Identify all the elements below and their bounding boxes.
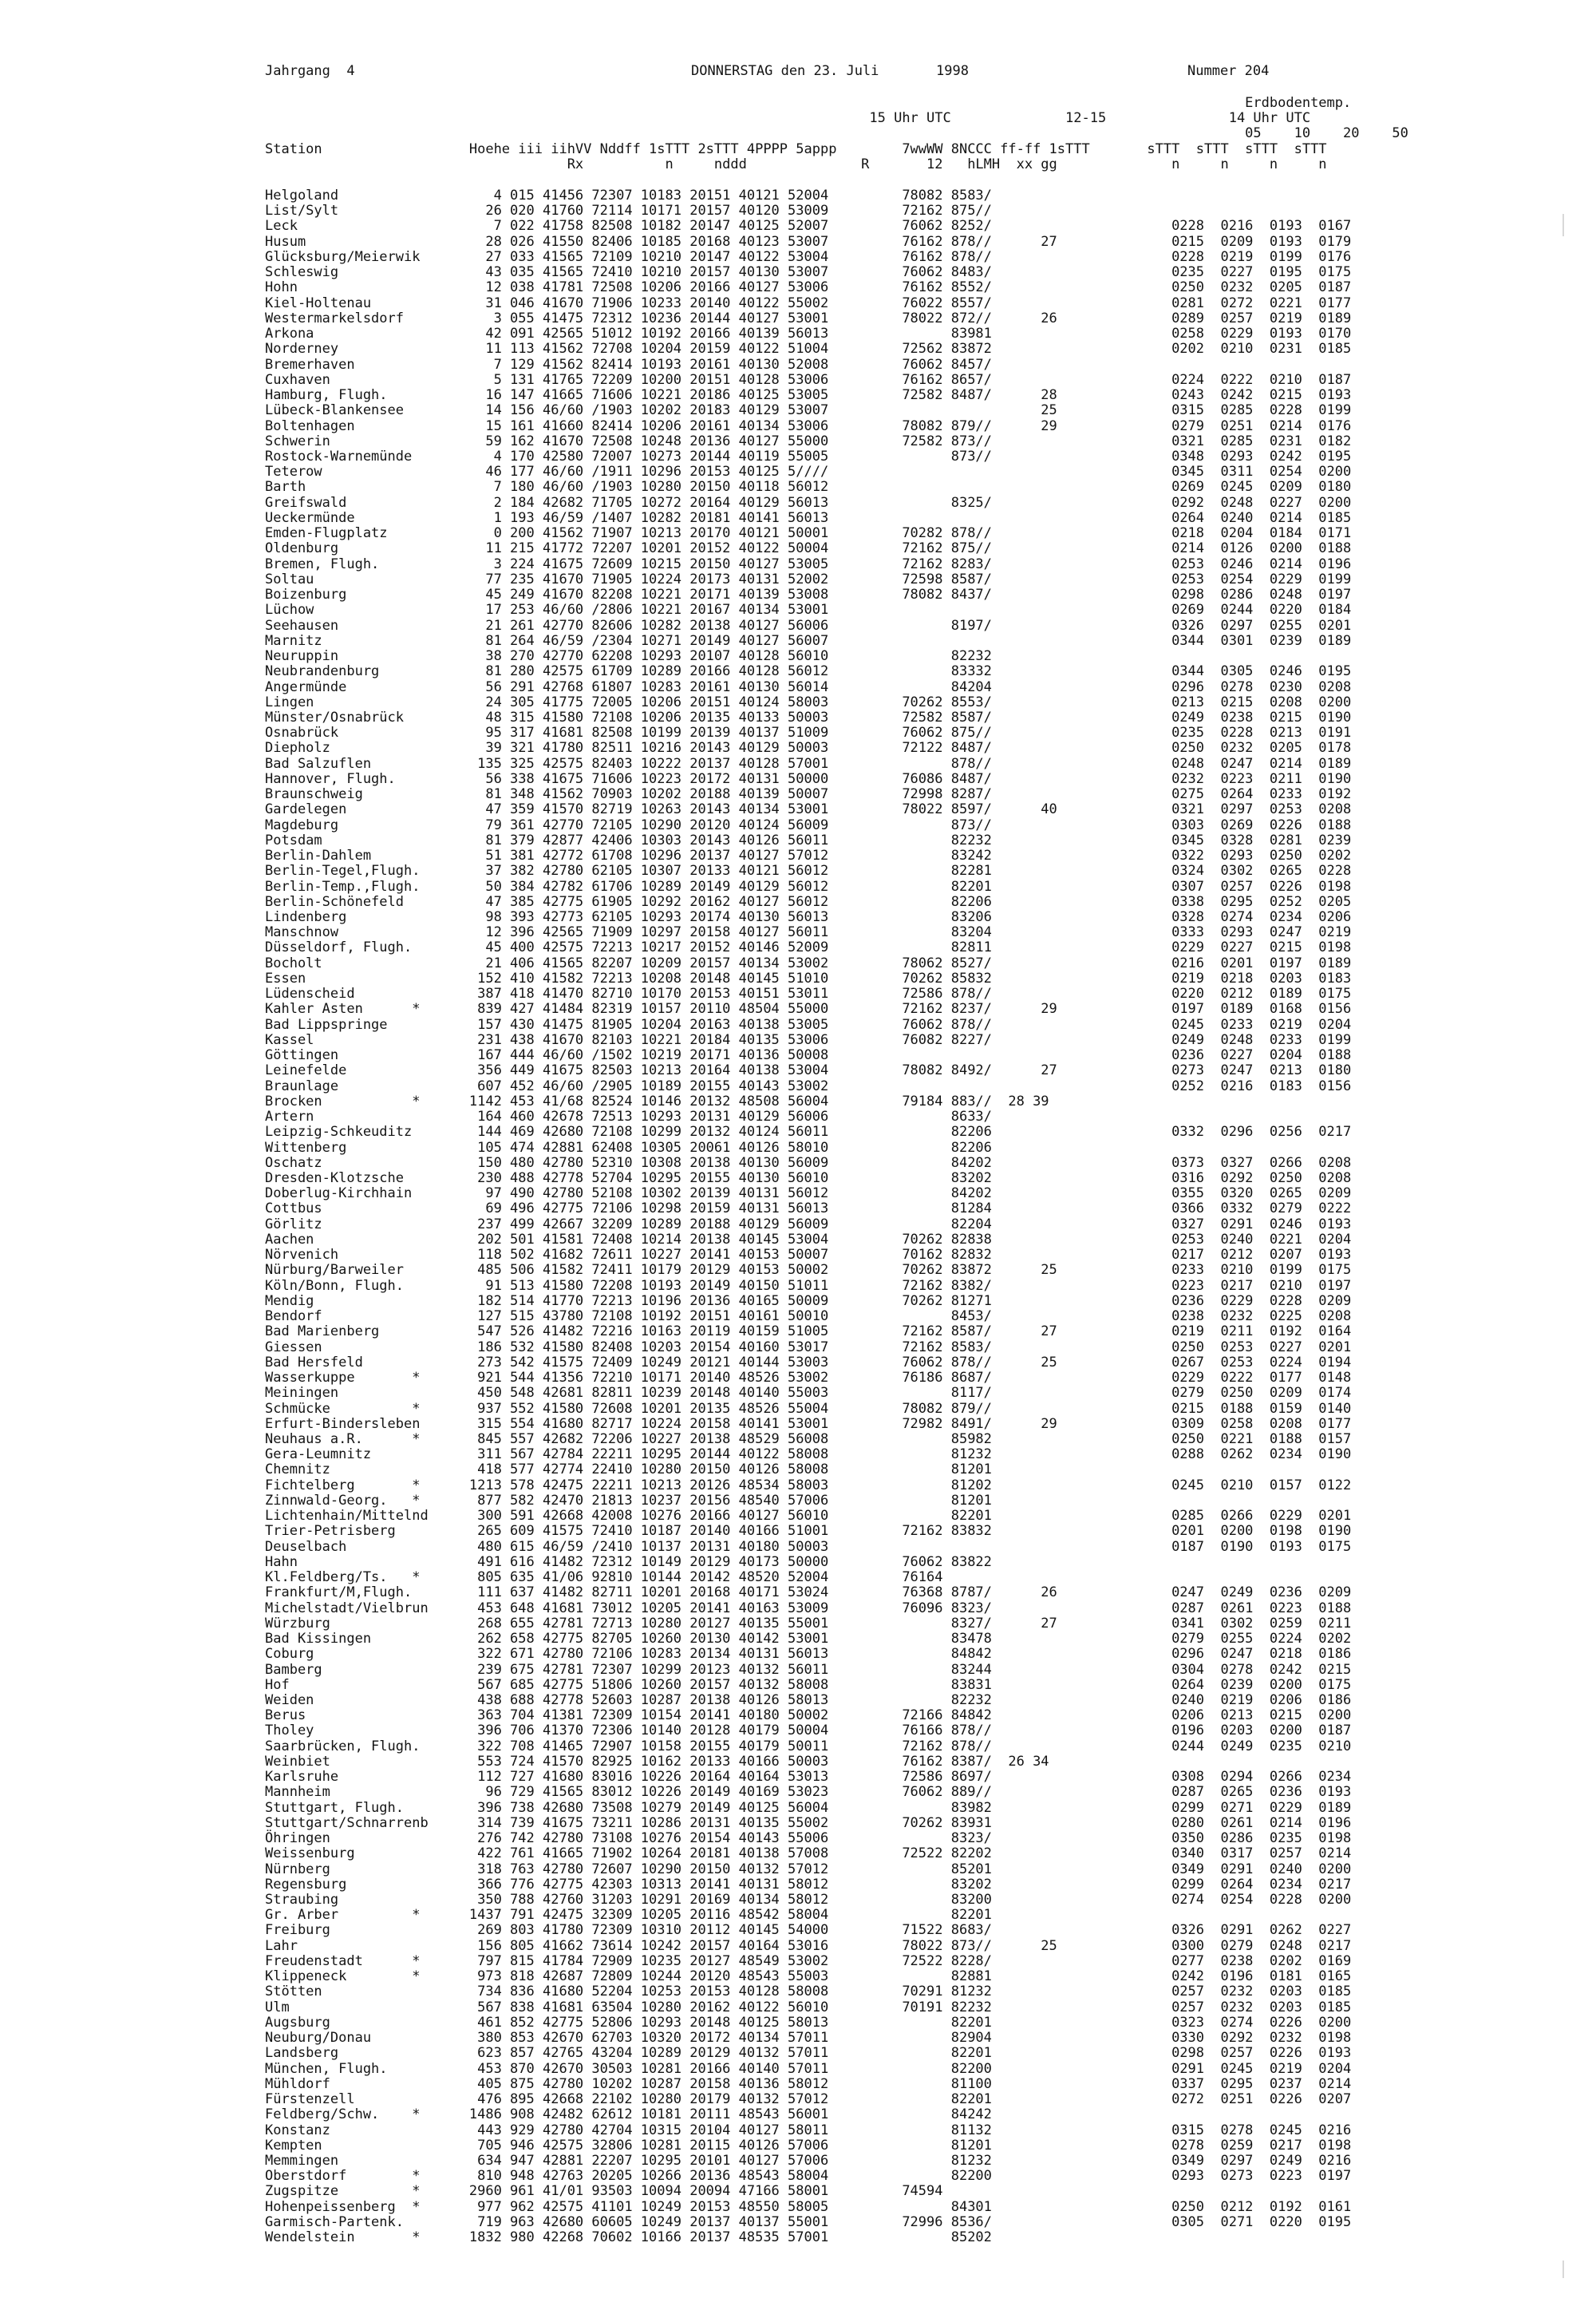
station-row: Cottbus 69 496 42775 72106 10298 20159 40131 56013 81284 0366 0332 0279 0222 [265,1200,1352,1217]
station-row: Schmücke * 937 552 41580 72608 10201 20135 48526 55004 78082 879// 0215 0188 0159 0140 [265,1400,1352,1417]
station-row: Diepholz 39 321 41780 82511 10216 20143 40129 50003 72122 8487/ 0250 0232 0205 0178 [265,740,1352,757]
column-header-line: 15 Uhr UTC 12-15 14 Uhr UTC [265,110,1311,127]
station-row: Seehausen 21 261 42770 82606 10282 20138 40127 56006 8197/ 0326 0297 0255 0201 [265,617,1352,634]
station-row: Lahr 156 805 41662 73614 10242 20157 40164 53016 78022 873// 25 0300 0279 0248 0217 [265,1937,1352,1954]
station-row: Mendig 182 514 41770 72213 10196 20136 40165 50009 70262 81271 0236 0229 0228 0209 [265,1292,1352,1309]
station-row: Bendorf 127 515 43780 72108 10192 20151 40161 50010 8453/ 0238 0232 0225 0208 [265,1308,1352,1325]
station-row: Neubrandenburg 81 280 42575 61709 10289 20166 40128 56012 83332 0344 0305 0246 0195 [265,663,1352,680]
station-row: Kempten 705 946 42575 32806 10281 20115 40126 57006 81201 0278 0259 0217 0198 [265,2137,1352,2154]
scan-edge-mark [1562,214,1564,236]
station-row: Rostock-Warnemünde 4 170 42580 72007 10273 20144 40119 55005 873// 0348 0293 0242 0195 [265,448,1352,465]
station-row: Weinbiet 553 724 41570 82925 10162 20133 40166 50003 76162 8387/ 26 34 [265,1753,1049,1770]
issue-number: Nummer 204 [1187,63,1270,79]
station-row: Coburg 322 671 42780 72106 10283 20134 40131 56013 84842 0296 0247 0218 0186 [265,1646,1352,1663]
station-row: Kahler Asten * 839 427 41484 82319 10157 20110 48504 55000 72162 8237/ 29 0197 0189 0168 0156 [265,1001,1352,1018]
station-row: Braunschweig 81 348 41562 70903 10202 20188 40139 50007 72998 8287/ 0275 0264 0233 0192 [265,786,1352,803]
station-row: Gardelegen 47 359 41570 82719 10263 20143 40134 53001 78022 8597/ 40 0321 0297 0253 0208 [265,801,1352,818]
station-row: Kl.Feldberg/Ts. * 805 635 41/06 92810 10144 20142 48520 52004 76164 [265,1569,943,1586]
station-row: Meiningen 450 548 42681 82811 10239 20148 40140 55003 8117/ 0279 0250 0209 0174 [265,1385,1352,1402]
station-row: Schwerin 59 162 41670 72508 10248 20136 40127 55000 72582 873// 0321 0285 0231 0182 [265,433,1352,449]
station-row: Cuxhaven 5 131 41765 72209 10200 20151 40128 53006 76162 8657/ 0224 0222 0210 0187 [265,371,1352,388]
station-row: Soltau 77 235 41670 71905 10224 20173 40131 52002 72598 8587/ 0253 0254 0229 0199 [265,571,1352,587]
station-row: Fichtelberg * 1213 578 42475 22211 10213 20126 48534 58003 81202 0245 0210 0157 0122 [265,1477,1352,1493]
station-row: Karlsruhe 112 727 41680 83016 10226 20164 40164 53013 72586 8697/ 0308 0294 0266 0234 [265,1769,1352,1786]
station-row: Hannover, Flugh. 56 338 41675 71606 10223 20172 40131 50000 76086 8487/ 0232 0223 0211 0190 [265,770,1352,787]
station-row: Stötten 734 836 41680 52204 10253 20153 40128 58008 70291 81232 0257 0232 0203 0185 [265,1984,1352,2000]
station-row: Ueckermünde 1 193 46/59 /1407 10282 20181 40141 56013 0264 0240 0214 0185 [265,509,1352,526]
station-row: Husum 28 026 41550 82406 10185 20168 40123 53007 76162 878// 27 0215 0209 0193 0179 [265,233,1352,250]
station-row: Boizenburg 45 249 41670 82208 10221 20171 40139 53008 78082 8437/ 0298 0286 0248 0197 [265,587,1352,603]
station-row: Hohenpeissenberg * 977 962 42575 41101 10249 20153 48550 58005 84301 0250 0212 0192 0161 [265,2198,1352,2215]
station-row: Neuruppin 38 270 42770 62208 10293 20107 40128 56010 82232 [265,648,992,665]
station-row: Magdeburg 79 361 42770 72105 10290 20120 40124 56009 873// 0303 0269 0226 0188 [265,817,1352,833]
station-row: Leck 7 022 41758 82508 10182 20147 40125 52007 76062 8252/ 0228 0216 0193 0167 [265,218,1352,235]
station-row: Trier-Petrisberg 265 609 41575 72410 10187 20140 40166 51001 72162 83832 0201 0200 0198 0190 [265,1523,1352,1540]
station-row: Potsdam 81 379 42877 42406 10303 20143 40126 56011 82232 0345 0328 0281 0239 [265,832,1352,848]
station-row: Münster/Osnabrück 48 315 41580 72108 10206 20135 40133 50003 72582 8587/ 0249 0238 0215 0190 [265,709,1352,726]
station-row: Berus 363 704 41381 72309 10154 20141 40180 50002 72166 84842 0206 0213 0215 0200 [265,1707,1352,1724]
station-row: Bremerhaven 7 129 41562 82414 10193 20161 40130 52008 76062 8457/ [265,356,992,373]
jahrgang-label: Jahrgang 4 [265,63,355,79]
station-row: Bad Salzuflen 135 325 42575 82403 10222 20137 40128 57001 878// 0248 0247 0214 0189 [265,755,1352,772]
station-row: Zinnwald-Georg. * 877 582 42470 21813 10237 20156 48540 57006 81201 [265,1492,992,1509]
station-row: Wendelstein * 1832 980 42268 70602 10166 20137 48535 57001 85202 [265,2229,992,2246]
station-row: Nürnberg 318 763 42780 72607 10290 20150 40132 57012 85201 0349 0291 0240 0200 [265,1861,1352,1877]
column-header-line: Station Hoehe iii iihVV Nddff 1sTTT 2sTTT 4PPPP 5appp 7wwWW 8NCCC ff-ff 1sTTT sTTT sTTT sTTT sTTT [265,140,1327,157]
station-row: Hohn 12 038 41781 72508 10206 20166 40127 53006 76162 8552/ 0250 0232 0205 0187 [265,279,1352,296]
station-row: Bad Marienberg 547 526 41482 72216 10163 20119 40159 51005 72162 8587/ 27 0219 0211 0192 0164 [265,1323,1352,1340]
station-row: Straubing 350 788 42760 31203 10291 20169 40134 58012 83200 0274 0254 0228 0200 [265,1892,1352,1908]
station-row: Gr. Arber * 1437 791 42475 32309 10205 20116 48542 58004 82201 [265,1907,992,1924]
station-row: Regensburg 366 776 42775 42303 10313 20141 40131 58012 83202 0299 0264 0234 0217 [265,1876,1352,1893]
column-header-line: 05 10 20 50 [265,125,1408,142]
station-row: Mühldorf 405 875 42780 10202 10287 20158 40136 58012 81100 0337 0295 0237 0214 [265,2075,1352,2092]
station-row: Neuburg/Donau 380 853 42670 62703 10320 20172 40134 57011 82904 0330 0292 0232 0198 [265,2030,1352,2047]
column-header [265,96,1408,172]
station-row: Hahn 491 616 41482 72312 10149 20129 40173 50000 76062 83822 [265,1553,992,1570]
station-row: Kiel-Holtenau 31 046 41670 71906 10233 20140 40122 55002 76022 8557/ 0281 0272 0221 0177 [265,295,1352,311]
station-row: Helgoland 4 015 41456 72307 10183 20151 40121 52004 78082 8583/ [265,188,992,204]
station-row: Düsseldorf, Flugh. 45 400 42575 72213 10217 20152 40146 52009 82811 0229 0227 0215 0198 [265,939,1352,956]
station-row: Neuhaus a.R. * 845 557 42682 72206 10227 20138 48529 56008 85982 0250 0221 0188 0157 [265,1430,1352,1447]
station-row: Chemnitz 418 577 42774 22410 10280 20150 40126 58008 81201 [265,1462,992,1478]
station-row: Göttingen 167 444 46/60 /1502 10219 20171 40136 50008 0236 0227 0204 0188 [265,1047,1352,1064]
column-header-line: Rx n nddd R 12 hLMH xx gg n n n n [265,156,1327,172]
station-row: Öhringen 276 742 42780 73108 10276 20154 40143 55006 8323/ 0350 0286 0235 0198 [265,1830,1352,1847]
station-row: Angermünde 56 291 42768 61807 10283 20161 40130 56014 84204 0296 0278 0230 0208 [265,678,1352,695]
station-row: List/Sylt 26 020 41760 72114 10171 20157 40120 53009 72162 875// [265,203,992,220]
station-row: München, Flugh. 453 870 42670 30503 10281 20166 40140 57011 82200 0291 0245 0219 0204 [265,2060,1352,2077]
station-row: Glücksburg/Meierwik 27 033 41565 72109 10210 20147 40122 53004 76162 878// 0228 0219 0199 0176 [265,248,1352,265]
station-row: Bamberg 239 675 42781 72307 10299 20123 40132 56011 83244 0304 0278 0242 0215 [265,1661,1352,1678]
station-row: Berlin-Tegel,Flugh. 37 382 42780 62105 10307 20133 40121 56012 82281 0324 0302 0265 0228 [265,863,1352,880]
station-row: Feldberg/Schw. * 1486 908 42482 62612 10181 20111 48543 56001 84242 [265,2106,992,2123]
station-row: Arkona 42 091 42565 51012 10192 20166 40139 56013 83981 0258 0229 0193 0170 [265,326,1352,342]
station-row: Deuselbach 480 615 46/59 /2410 10137 20131 40180 50003 0187 0190 0193 0175 [265,1538,1352,1555]
station-row: Doberlug-Kirchhain 97 490 42780 52108 10302 20139 40131 56012 84202 0355 0320 0265 0209 [265,1185,1352,1202]
station-row: Landsberg 623 857 42765 43204 10289 20129 40132 57011 82201 0298 0257 0226 0193 [265,2045,1352,2062]
station-row: Bad Lippspringe 157 430 41475 81905 10204 20163 40138 53005 76062 878// 0245 0233 0219 0204 [265,1016,1352,1033]
station-row: Wittenberg 105 474 42881 62408 10305 20061 40126 58010 82206 [265,1139,992,1156]
station-row: Saarbrücken, Flugh. 322 708 41465 72907 10158 20155 40179 50011 72162 878// 0244 0249 0235 0210 [265,1738,1352,1754]
station-row: Dresden-Klotzsche 230 488 42778 52704 10295 20155 40130 56010 83202 0316 0292 0250 0208 [265,1170,1352,1186]
station-row: Berlin-Schönefeld 47 385 42775 61905 10292 20162 40127 56012 82206 0338 0295 0252 0205 [265,893,1352,910]
station-row: Boltenhagen 15 161 41660 82414 10206 20161 40134 53006 78082 879// 29 0279 0251 0214 0176 [265,417,1352,434]
station-table [265,188,1351,2245]
station-row: Hof 567 685 42775 51806 10260 20157 40132 58008 83831 0264 0239 0200 0175 [265,1676,1352,1693]
station-row: Würzburg 268 655 42781 72713 10280 20127 40135 55001 8327/ 27 0341 0302 0259 0211 [265,1615,1352,1632]
station-row: Braunlage 607 452 46/60 /2905 10189 20155 40143 53002 0252 0216 0183 0156 [265,1078,1352,1094]
station-row: Artern 164 460 42678 72513 10293 20131 40129 56006 8633/ [265,1109,992,1125]
station-row: Köln/Bonn, Flugh. 91 513 41580 72208 10193 20149 40150 51011 72162 8382/ 0223 0217 0210 0197 [265,1277,1352,1294]
station-row: Weissenburg 422 761 41665 71902 10264 20181 40138 57008 72522 82202 0340 0317 0257 0214 [265,1845,1352,1862]
station-row: Emden-Flugplatz 0 200 41562 71907 10213 20170 40121 50001 70282 878// 0218 0204 0184 0171 [265,525,1352,542]
station-row: Bad Hersfeld 273 542 41575 72409 10249 20121 40144 53003 76062 878// 25 0267 0253 0224 0194 [265,1354,1352,1371]
station-row: Ulm 567 838 41681 63504 10280 20162 40122 56010 70191 82232 0257 0232 0203 0185 [265,1999,1352,2015]
station-row: Bad Kissingen 262 658 42775 82705 10260 20130 40142 53001 83478 0279 0255 0224 0202 [265,1631,1352,1647]
station-row: Frankfurt/M,Flugh. 111 637 41482 82711 10201 20168 40171 53024 76368 8787/ 26 0247 0249 0236 0209 [265,1584,1352,1601]
station-row: Lichtenhain/Mittelnd 300 591 42668 42008 10276 20166 40127 56010 82201 0285 0266 0229 0201 [265,1508,1352,1525]
station-row: Mannheim 96 729 41565 83012 10226 20149 40169 53023 76062 889// 0287 0265 0236 0193 [265,1784,1352,1801]
station-row: Leinefelde 356 449 41675 82503 10213 20164 40138 53004 78082 8492/ 27 0273 0247 0213 0180 [265,1062,1352,1079]
station-row: Michelstadt/Vielbrun 453 648 41681 73012 10205 20141 40163 53009 76096 8323/ 0287 0261 0223 0188 [265,1600,1352,1616]
station-row: Bocholt 21 406 41565 82207 10209 20157 40134 53002 78062 8527/ 0216 0201 0197 0189 [265,955,1352,971]
station-row: Greifswald 2 184 42682 71705 10272 20164 40129 56013 8325/ 0292 0248 0227 0200 [265,494,1352,511]
station-row: Leipzig-Schkeuditz 144 469 42680 72108 10299 20132 40124 56011 82206 0332 0296 0256 0217 [265,1124,1352,1141]
station-row: Görlitz 237 499 42667 32209 10289 20188 40129 56009 82204 0327 0291 0246 0193 [265,1216,1352,1232]
station-row: Essen 152 410 41582 72213 10208 20148 40145 51010 70262 85832 0219 0218 0203 0183 [265,970,1352,987]
station-row: Memmingen 634 947 42881 22207 10295 20101 40127 57006 81232 0349 0297 0249 0216 [265,2153,1352,2169]
station-row: Aachen 202 501 41581 72408 10214 20138 40145 53004 70262 82838 0253 0240 0221 0204 [265,1231,1352,1248]
station-row: Lingen 24 305 41775 72005 10206 20151 40124 58003 70262 8553/ 0213 0215 0208 0200 [265,694,1352,710]
scan-edge-mark [1562,2261,1564,2278]
station-row: Konstanz 443 929 42780 42704 10315 20104 40127 58011 81132 0315 0278 0245 0216 [265,2122,1352,2138]
station-row: Oschatz 150 480 42780 52310 10308 20138 40130 56009 84202 0373 0327 0266 0208 [265,1154,1352,1171]
station-row: Oberstdorf * 810 948 42763 20205 10266 20136 48543 58004 82200 0293 0273 0223 0197 [265,2168,1352,2185]
station-row: Berlin-Temp.,Flugh. 50 384 42782 61706 10289 20149 40129 56012 82201 0307 0257 0226 0198 [265,878,1352,895]
station-row: Bremen, Flugh. 3 224 41675 72609 10215 20150 40127 53005 72162 8283/ 0253 0246 0214 0196 [265,556,1352,572]
station-row: Stuttgart, Flugh. 396 738 42680 73508 10279 20149 40125 56004 83982 0299 0271 0229 0189 [265,1799,1352,1816]
station-row: Manschnow 12 396 42565 71909 10297 20158 40127 56011 83204 0333 0293 0247 0219 [265,924,1352,941]
report-date: DONNERSTAG den 23. Juli 1998 [691,63,969,79]
station-row: Berlin-Dahlem 51 381 42772 61708 10296 20137 40127 57012 83242 0322 0293 0250 0202 [265,848,1352,864]
station-row: Barth 7 180 46/60 /1903 10280 20150 40118 56012 0269 0245 0209 0180 [265,479,1352,496]
station-row: Freudenstadt * 797 815 41784 72909 10235 20127 48549 53002 72522 8228/ 0277 0238 0202 0169 [265,1952,1352,1969]
station-row: Zugspitze * 2960 961 41/01 93503 10094 20094 47166 58001 74594 [265,2183,943,2200]
station-row: Lüchow 17 253 46/60 /2806 10221 20167 40134 53001 0269 0244 0220 0184 [265,602,1352,619]
station-row: Lüdenscheid 387 418 41470 82710 10170 20153 40151 53011 72586 878// 0220 0212 0189 0175 [265,986,1352,1003]
station-row: Stuttgart/Schnarrenb 314 739 41675 73211 10286 20131 40135 55002 70262 83931 0280 0261 0214 0196 [265,1814,1352,1831]
station-row: Weiden 438 688 42778 52603 10287 20138 40126 58013 82232 0240 0219 0206 0186 [265,1691,1352,1708]
station-row: Marnitz 81 264 46/59 /2304 10271 20149 40127 56007 0344 0301 0239 0189 [265,632,1352,649]
station-row: Westermarkelsdorf 3 055 41475 72312 10236 20144 40127 53001 78022 872// 26 0289 0257 0219 0189 [265,310,1352,326]
station-row: Schleswig 43 035 41565 72410 10210 20157 40130 53007 76062 8483/ 0235 0227 0195 0175 [265,264,1352,281]
station-row: Nörvenich 118 502 41682 72611 10227 20141 40153 50007 70162 82832 0217 0212 0207 0193 [265,1247,1352,1264]
station-row: Brocken * 1142 453 41/68 82524 10146 20132 48508 56004 79184 883// 28 39 [265,1093,1049,1109]
station-row: Lübeck-Blankensee 14 156 46/60 /1903 10202 20183 40129 53007 25 0315 0285 0228 0199 [265,402,1352,419]
station-row: Tholey 396 706 41370 72306 10140 20128 40179 50004 76166 878// 0196 0203 0200 0187 [265,1723,1352,1739]
column-header-line: Erdbodentemp. [265,95,1352,111]
station-row: Freiburg 269 803 41780 72309 10310 20112 40145 54000 71522 8683/ 0326 0291 0262 0227 [265,1922,1352,1939]
station-row: Wasserkuppe * 921 544 41356 72210 10171 20140 48526 53002 76186 8687/ 0229 0222 0177 0148 [265,1370,1352,1386]
station-row: Augsburg 461 852 42775 52806 10293 20148 40125 58013 82201 0323 0274 0226 0200 [265,2014,1352,2031]
station-row: Teterow 46 177 46/60 /1911 10296 20153 40125 5//// 0345 0311 0254 0200 [265,464,1352,481]
station-row: Gera-Leumnitz 311 567 42784 22211 10295 20144 40122 58008 81232 0288 0262 0234 0190 [265,1446,1352,1463]
station-row: Hamburg, Flugh. 16 147 41665 71606 10221 20186 40125 53005 72582 8487/ 28 0243 0242 0215 0193 [265,387,1352,404]
station-row: Fürstenzell 476 895 42668 22102 10280 20179 40132 57012 82201 0272 0251 0226 0207 [265,2091,1352,2108]
station-row: Giessen 186 532 41580 82408 10203 20154 40160 53017 72162 8583/ 0250 0253 0227 0201 [265,1339,1352,1355]
station-row: Lindenberg 98 393 42773 62105 10293 20174 40130 56013 83206 0328 0274 0234 0206 [265,909,1352,926]
station-row: Nürburg/Barweiler 485 506 41582 72411 10179 20129 40153 50002 70262 83872 25 0233 0210 0199 0175 [265,1262,1352,1279]
station-row: Erfurt-Bindersleben 315 554 41680 82717 10224 20158 40141 53001 72982 8491/ 29 0309 0258 0208 0177 [265,1415,1352,1432]
station-row: Osnabrück 95 317 41681 82508 10199 20139 40137 51009 76062 875// 0235 0228 0213 0191 [265,725,1352,742]
station-row: Kassel 231 438 41670 82103 10221 20184 40135 53006 76082 8227/ 0249 0248 0233 0199 [265,1031,1352,1048]
station-row: Klippeneck * 973 818 42687 72809 10244 20120 48543 55003 82881 0242 0196 0181 0165 [265,1968,1352,1985]
station-row: Garmisch-Partenk. 719 963 42680 60605 10249 20137 40137 55001 72996 8536/ 0305 0271 0220 0195 [265,2213,1352,2230]
station-row: Norderney 11 113 41562 72708 10204 20159 40122 51004 72562 83872 0202 0210 0231 0185 [265,341,1352,358]
station-row: Oldenburg 11 215 41772 72207 10201 20152 40122 50004 72162 875// 0214 0126 0200 0188 [265,540,1352,557]
